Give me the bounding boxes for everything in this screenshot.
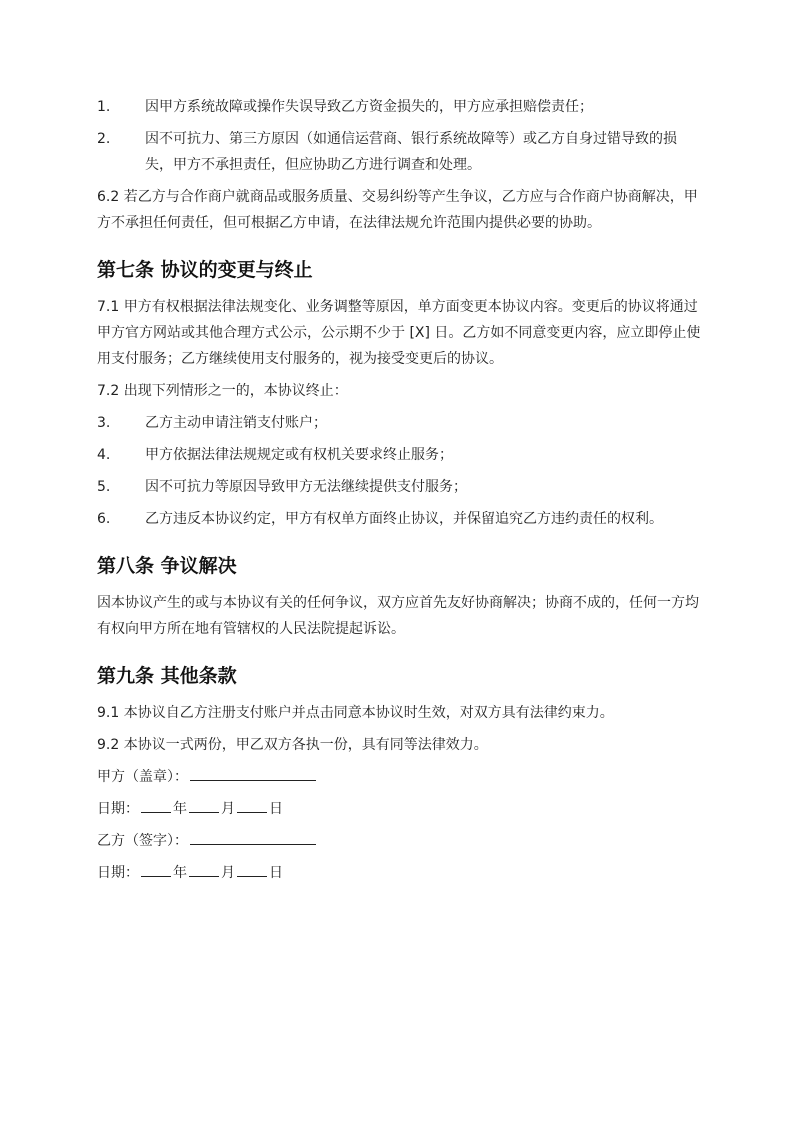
year-blank[interactable] xyxy=(141,796,171,813)
list-number: 4. xyxy=(97,447,111,463)
date-label: 日期： xyxy=(97,801,139,817)
list-number: 6. xyxy=(97,511,111,527)
party-a-date-line xyxy=(97,796,701,822)
year-label: 年 xyxy=(173,801,187,817)
list-text: 因不可抗力、第三方原因（如通信运营商、银行系统故障等）或乙方自身过错导致的损失，甲方不承担责任，但应协助乙方进行调查和处理。 xyxy=(145,131,677,173)
party-a-signature-line xyxy=(97,764,701,790)
clause-9-2: 9.2 本协议一式两份，甲乙双方各执一份，具有同等法律效力。 xyxy=(97,737,488,753)
year-label: 年 xyxy=(173,865,187,881)
list-item xyxy=(97,94,701,120)
party-a-blank[interactable] xyxy=(190,764,316,781)
day-label: 日 xyxy=(269,865,283,881)
list-item xyxy=(97,126,701,178)
month-blank[interactable] xyxy=(189,796,219,813)
list-item xyxy=(97,506,701,532)
party-b-signature-line xyxy=(97,828,701,854)
day-label: 日 xyxy=(269,801,283,817)
party-a-label: 甲方（盖章）： xyxy=(97,769,188,785)
day-blank[interactable] xyxy=(237,860,267,877)
article-9-heading: 第九条 其他条款 xyxy=(97,665,237,687)
month-blank[interactable] xyxy=(189,860,219,877)
list-text: 乙方主动申请注销支付账户； xyxy=(145,415,327,431)
date-label: 日期： xyxy=(97,865,139,881)
list-item xyxy=(97,410,701,436)
party-b-blank[interactable] xyxy=(190,828,316,845)
list-text: 因甲方系统故障或操作失误导致乙方资金损失的，甲方应承担赔偿责任； xyxy=(145,99,593,115)
list-text: 甲方依据法律法规规定或有权机关要求终止服务； xyxy=(145,447,453,463)
list-text: 乙方违反本协议约定，甲方有权单方面终止协议，并保留追究乙方违约责任的权利。 xyxy=(145,511,663,527)
document-body xyxy=(97,94,701,892)
list-number: 3. xyxy=(97,415,111,431)
clause-9-1: 9.1 本协议自乙方注册支付账户并点击同意本协议时生效，对双方具有法律约束力。 xyxy=(97,705,614,721)
list-text: 因不可抗力等原因导致甲方无法继续提供支付服务； xyxy=(145,479,467,495)
list-item xyxy=(97,474,701,500)
month-label: 月 xyxy=(221,865,235,881)
clause-7-2: 7.2 出现下列情形之一的，本协议终止： xyxy=(97,383,348,399)
list-item xyxy=(97,442,701,468)
clause-6-2: 6.2 若乙方与合作商户就商品或服务质量、交易纠纷等产生争议，乙方应与合作商户协商解决，甲方不承担任何责任，但可根据乙方申请，在法律法规允许范围内提供必要的协助。 xyxy=(97,189,698,231)
party-b-label: 乙方（签字）： xyxy=(97,833,188,849)
list-number: 5. xyxy=(97,479,111,495)
clause-7-1: 7.1 甲方有权根据法律法规变化、业务调整等原因，单方面变更本协议内容。变更后的协议将通过甲方官方网站或其他合理方式公示，公示期不少于 [X] 日。乙方如不同意变更内容，应立即停止使用支付服务；乙方继续使用支付服务的，视为接受变更后的协议。 xyxy=(97,299,701,367)
day-blank[interactable] xyxy=(237,796,267,813)
article-8-text: 因本协议产生的或与本协议有关的任何争议，双方应首先友好协商解决；协商不成的，任何一方均有权向甲方所在地有管辖权的人民法院提起诉讼。 xyxy=(97,595,699,637)
year-blank[interactable] xyxy=(141,860,171,877)
party-b-date-line xyxy=(97,860,701,886)
list-number: 1. xyxy=(97,99,111,115)
month-label: 月 xyxy=(221,801,235,817)
list-number: 2. xyxy=(97,131,111,147)
article-7-heading: 第七条 协议的变更与终止 xyxy=(97,259,313,281)
article-8-heading: 第八条 争议解决 xyxy=(97,555,237,577)
